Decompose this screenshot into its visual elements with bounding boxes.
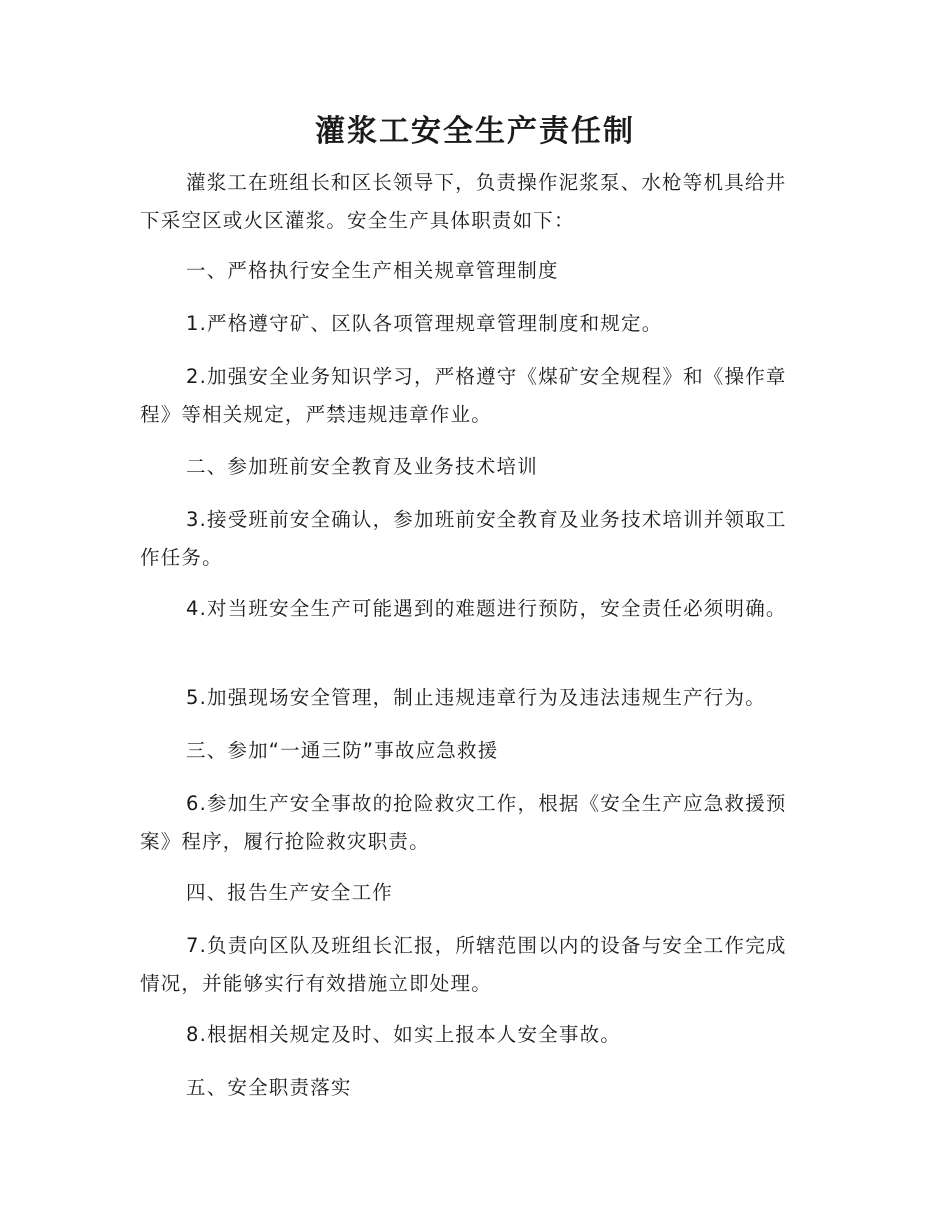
clause-2: 2.加强安全业务知识学习，严格遵守《煤矿安全规程》和《操作章程》等相关规定，严禁违规违章作业。 bbox=[140, 365, 787, 426]
clause-3: 3.接受班前安全确认，参加班前安全教育及业务技术培训并领取工作任务。 bbox=[140, 508, 787, 569]
clause-6: 6.参加生产安全事故的抢险救灾工作，根据《安全生产应急救援预案》程序，履行抢险救灾职责。 bbox=[140, 792, 787, 853]
section-heading-4: 四、报告生产安全工作 bbox=[186, 881, 394, 904]
clause-7: 7.负责向区队及班组长汇报，所辖范围以内的设备与安全工作完成情况，并能够实行有效措施立即处理。 bbox=[140, 934, 787, 995]
intro-paragraph: 灌浆工在班组长和区长领导下，负责操作泥浆泵、水枪等机具给井下采空区或火区灌浆。安全生产具体职责如下： bbox=[140, 171, 787, 232]
clause-4: 4.对当班安全生产可能遇到的难题进行预防，安全责任必须明确。 bbox=[186, 597, 787, 620]
section-heading-1: 一、严格执行安全生产相关规章管理制度 bbox=[186, 259, 559, 282]
section-heading-2: 二、参加班前安全教育及业务技术培训 bbox=[186, 455, 538, 478]
clause-8: 8.根据相关规定及时、如实上报本人安全事故。 bbox=[186, 1023, 622, 1046]
clause-5: 5.加强现场安全管理，制止违规违章行为及违法违规生产行为。 bbox=[186, 686, 766, 709]
section-heading-5: 五、安全职责落实 bbox=[186, 1076, 352, 1099]
document-title: 灌浆工安全生产责任制 bbox=[315, 114, 635, 149]
clause-1: 1.严格遵守矿、区队各项管理规章管理制度和规定。 bbox=[186, 312, 663, 335]
section-heading-3: 三、参加“一通三防”事故应急救援 bbox=[186, 739, 499, 762]
